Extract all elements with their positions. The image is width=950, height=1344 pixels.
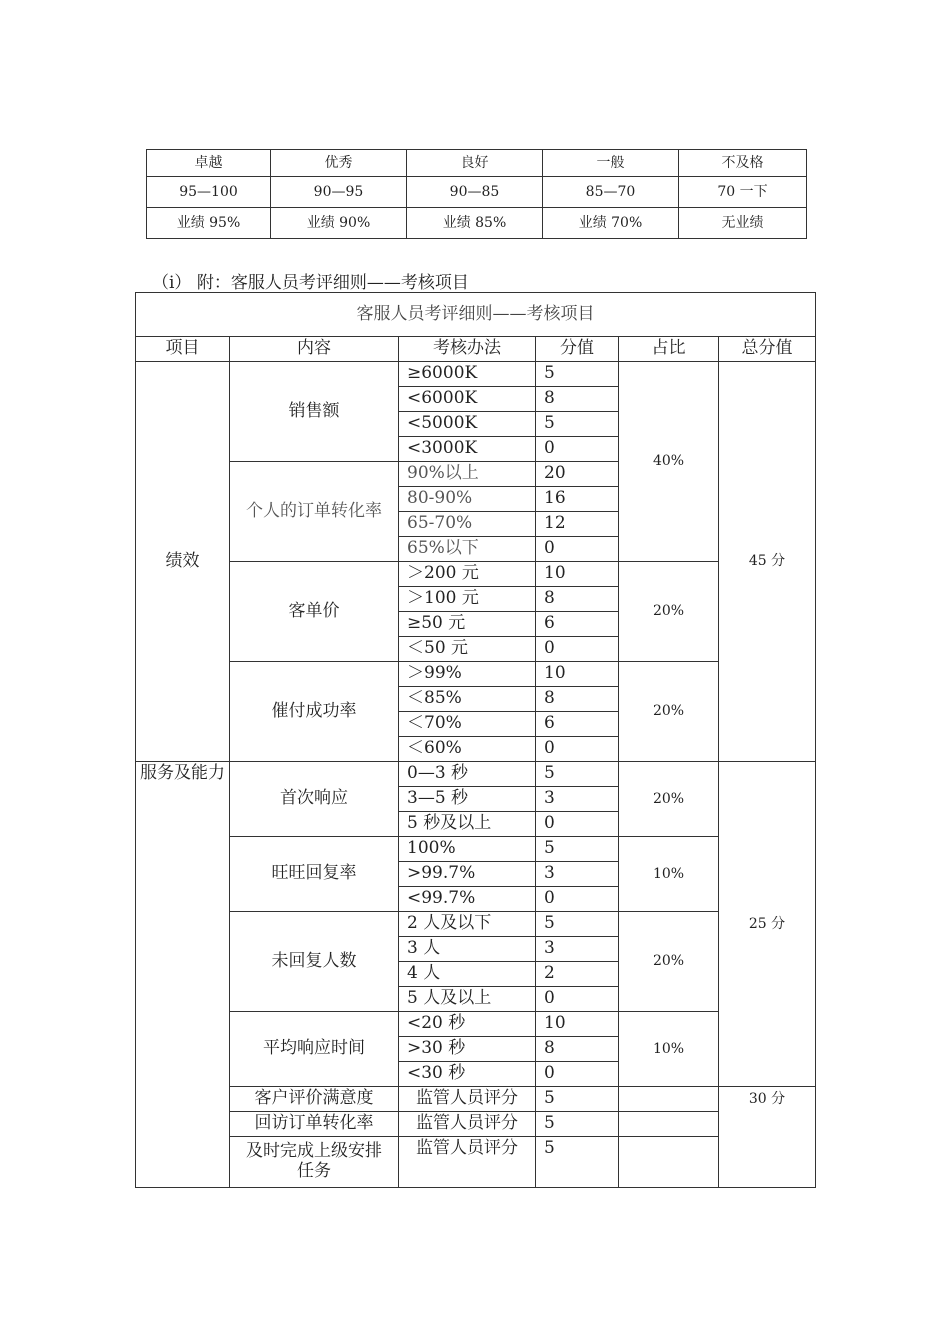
- column-header: 考核办法: [399, 337, 536, 362]
- method-cell: ＞200 元: [399, 562, 536, 587]
- method-cell: 3 人: [399, 937, 536, 962]
- score-cell: 2: [536, 962, 619, 987]
- score-cell: 3: [536, 862, 619, 887]
- score-cell: 5: [536, 362, 619, 387]
- share-cell: 20%: [619, 762, 719, 837]
- table-row: [136, 1087, 816, 1112]
- score-cell: 12: [536, 512, 619, 537]
- grade-header-cell: 优秀: [271, 150, 407, 177]
- item-label: 回访订单转化率: [230, 1112, 399, 1137]
- method-cell: 5 人及以上: [399, 987, 536, 1012]
- grade-range-cell: 70 一下: [679, 177, 807, 208]
- method-cell: 监管人员评分: [399, 1087, 536, 1112]
- method-cell: 3—5 秒: [399, 787, 536, 812]
- table-row: [136, 912, 816, 937]
- method-cell: <30 秒: [399, 1062, 536, 1087]
- score-cell: 16: [536, 487, 619, 512]
- method-cell: <99.7%: [399, 887, 536, 912]
- share-cell: 40%: [619, 362, 719, 562]
- score-cell: 6: [536, 712, 619, 737]
- score-cell: 8: [536, 687, 619, 712]
- method-cell: 65-70%: [399, 512, 536, 537]
- score-cell: 6: [536, 612, 619, 637]
- method-cell: <5000K: [399, 412, 536, 437]
- total-cell: 30 分: [719, 1087, 816, 1188]
- share-cell: 10%: [619, 1012, 719, 1087]
- method-cell: 65%以下: [399, 537, 536, 562]
- score-cell: 0: [536, 537, 619, 562]
- table-row: [136, 1137, 816, 1188]
- share-cell: 20%: [619, 562, 719, 662]
- grade-bonus-cell: 业绩 85%: [407, 208, 543, 239]
- share-cell: [619, 1087, 719, 1112]
- column-header: 内容: [230, 337, 399, 362]
- grade-table: [146, 149, 807, 239]
- grade-range-cell: 90—95: [271, 177, 407, 208]
- method-cell: 监管人员评分: [399, 1112, 536, 1137]
- method-cell: ＞99%: [399, 662, 536, 687]
- score-cell: 5: [536, 762, 619, 787]
- method-cell: ≥6000K: [399, 362, 536, 387]
- table-row: [136, 562, 816, 587]
- category-cell: 绩效: [136, 362, 230, 762]
- score-cell: 3: [536, 787, 619, 812]
- method-cell: <20 秒: [399, 1012, 536, 1037]
- grade-header-cell: 一般: [543, 150, 679, 177]
- method-cell: 80-90%: [399, 487, 536, 512]
- method-cell: ＜60%: [399, 737, 536, 762]
- column-header: 项目: [136, 337, 230, 362]
- item-label: 首次响应: [230, 762, 399, 837]
- method-cell: <6000K: [399, 387, 536, 412]
- method-cell: 90%以上: [399, 462, 536, 487]
- assessment-table: [135, 292, 816, 1188]
- grade-header-cell: 良好: [407, 150, 543, 177]
- score-cell: 5: [536, 1087, 619, 1112]
- method-cell: 2 人及以下: [399, 912, 536, 937]
- grade-bonus-row: [147, 208, 807, 239]
- grade-bonus-cell: 无业绩: [679, 208, 807, 239]
- table-title: 客服人员考评细则——考核项目: [136, 293, 816, 337]
- table-row: [136, 1112, 816, 1137]
- share-cell: [619, 1112, 719, 1137]
- grade-range-cell: 95—100: [147, 177, 271, 208]
- method-cell: 监管人员评分: [399, 1137, 536, 1188]
- item-label: 客单价: [230, 562, 399, 662]
- grade-header-cell: 卓越: [147, 150, 271, 177]
- table-row: [136, 1012, 816, 1037]
- score-cell: 8: [536, 1037, 619, 1062]
- item-label: 客户评价满意度: [230, 1087, 399, 1112]
- score-cell: 10: [536, 562, 619, 587]
- score-cell: 0: [536, 1062, 619, 1087]
- method-cell: <3000K: [399, 437, 536, 462]
- share-cell: 20%: [619, 662, 719, 762]
- item-label: 催付成功率: [230, 662, 399, 762]
- share-cell: 20%: [619, 912, 719, 1012]
- method-cell: ＜70%: [399, 712, 536, 737]
- grade-range-cell: 90—85: [407, 177, 543, 208]
- method-cell: 100%: [399, 837, 536, 862]
- total-cell: 25 分: [719, 762, 816, 1087]
- column-header: 占比: [619, 337, 719, 362]
- method-cell: >30 秒: [399, 1037, 536, 1062]
- column-header: 分值: [536, 337, 619, 362]
- score-cell: 5: [536, 1137, 619, 1188]
- grade-header-cell: 不及格: [679, 150, 807, 177]
- method-cell: >99.7%: [399, 862, 536, 887]
- table-row: [136, 762, 816, 787]
- score-cell: 8: [536, 587, 619, 612]
- grade-range-row: [147, 177, 807, 208]
- method-cell: ＜85%: [399, 687, 536, 712]
- method-cell: ＜50 元: [399, 637, 536, 662]
- method-cell: ＞100 元: [399, 587, 536, 612]
- score-cell: 0: [536, 887, 619, 912]
- score-cell: 5: [536, 837, 619, 862]
- item-label: 未回复人数: [230, 912, 399, 1012]
- score-cell: 0: [536, 812, 619, 837]
- method-cell: 0—3 秒: [399, 762, 536, 787]
- table-title-row: [136, 293, 816, 337]
- total-cell: 45 分: [719, 362, 816, 762]
- grade-bonus-cell: 业绩 95%: [147, 208, 271, 239]
- item-label: 平均响应时间: [230, 1012, 399, 1087]
- grade-range-cell: 85—70: [543, 177, 679, 208]
- share-cell: [619, 1137, 719, 1188]
- score-cell: 0: [536, 637, 619, 662]
- grade-header-row: [147, 150, 807, 177]
- table-header-row: [136, 337, 816, 362]
- item-label: 个人的订单转化率: [230, 462, 399, 562]
- grade-bonus-cell: 业绩 90%: [271, 208, 407, 239]
- column-header: 总分值: [719, 337, 816, 362]
- method-cell: 4 人: [399, 962, 536, 987]
- score-cell: 5: [536, 412, 619, 437]
- item-label: 及时完成上级安排任务: [230, 1137, 399, 1188]
- grade-bonus-cell: 业绩 70%: [543, 208, 679, 239]
- method-cell: ≥50 元: [399, 612, 536, 637]
- item-label: 销售额: [230, 362, 399, 462]
- table-row: [136, 662, 816, 687]
- table-row: [136, 837, 816, 862]
- score-cell: 5: [536, 1112, 619, 1137]
- score-cell: 5: [536, 912, 619, 937]
- category-cell: 服务及能力: [136, 762, 230, 1188]
- score-cell: 20: [536, 462, 619, 487]
- method-cell: 5 秒及以上: [399, 812, 536, 837]
- score-cell: 3: [536, 937, 619, 962]
- item-label: 旺旺回复率: [230, 837, 399, 912]
- table-row: [136, 362, 816, 387]
- share-cell: 10%: [619, 837, 719, 912]
- score-cell: 0: [536, 437, 619, 462]
- score-cell: 0: [536, 987, 619, 1012]
- score-cell: 8: [536, 387, 619, 412]
- score-cell: 0: [536, 737, 619, 762]
- score-cell: 10: [536, 1012, 619, 1037]
- score-cell: 10: [536, 662, 619, 687]
- section-caption: （i） 附：客服人员考评细则——考核项目: [152, 273, 469, 293]
